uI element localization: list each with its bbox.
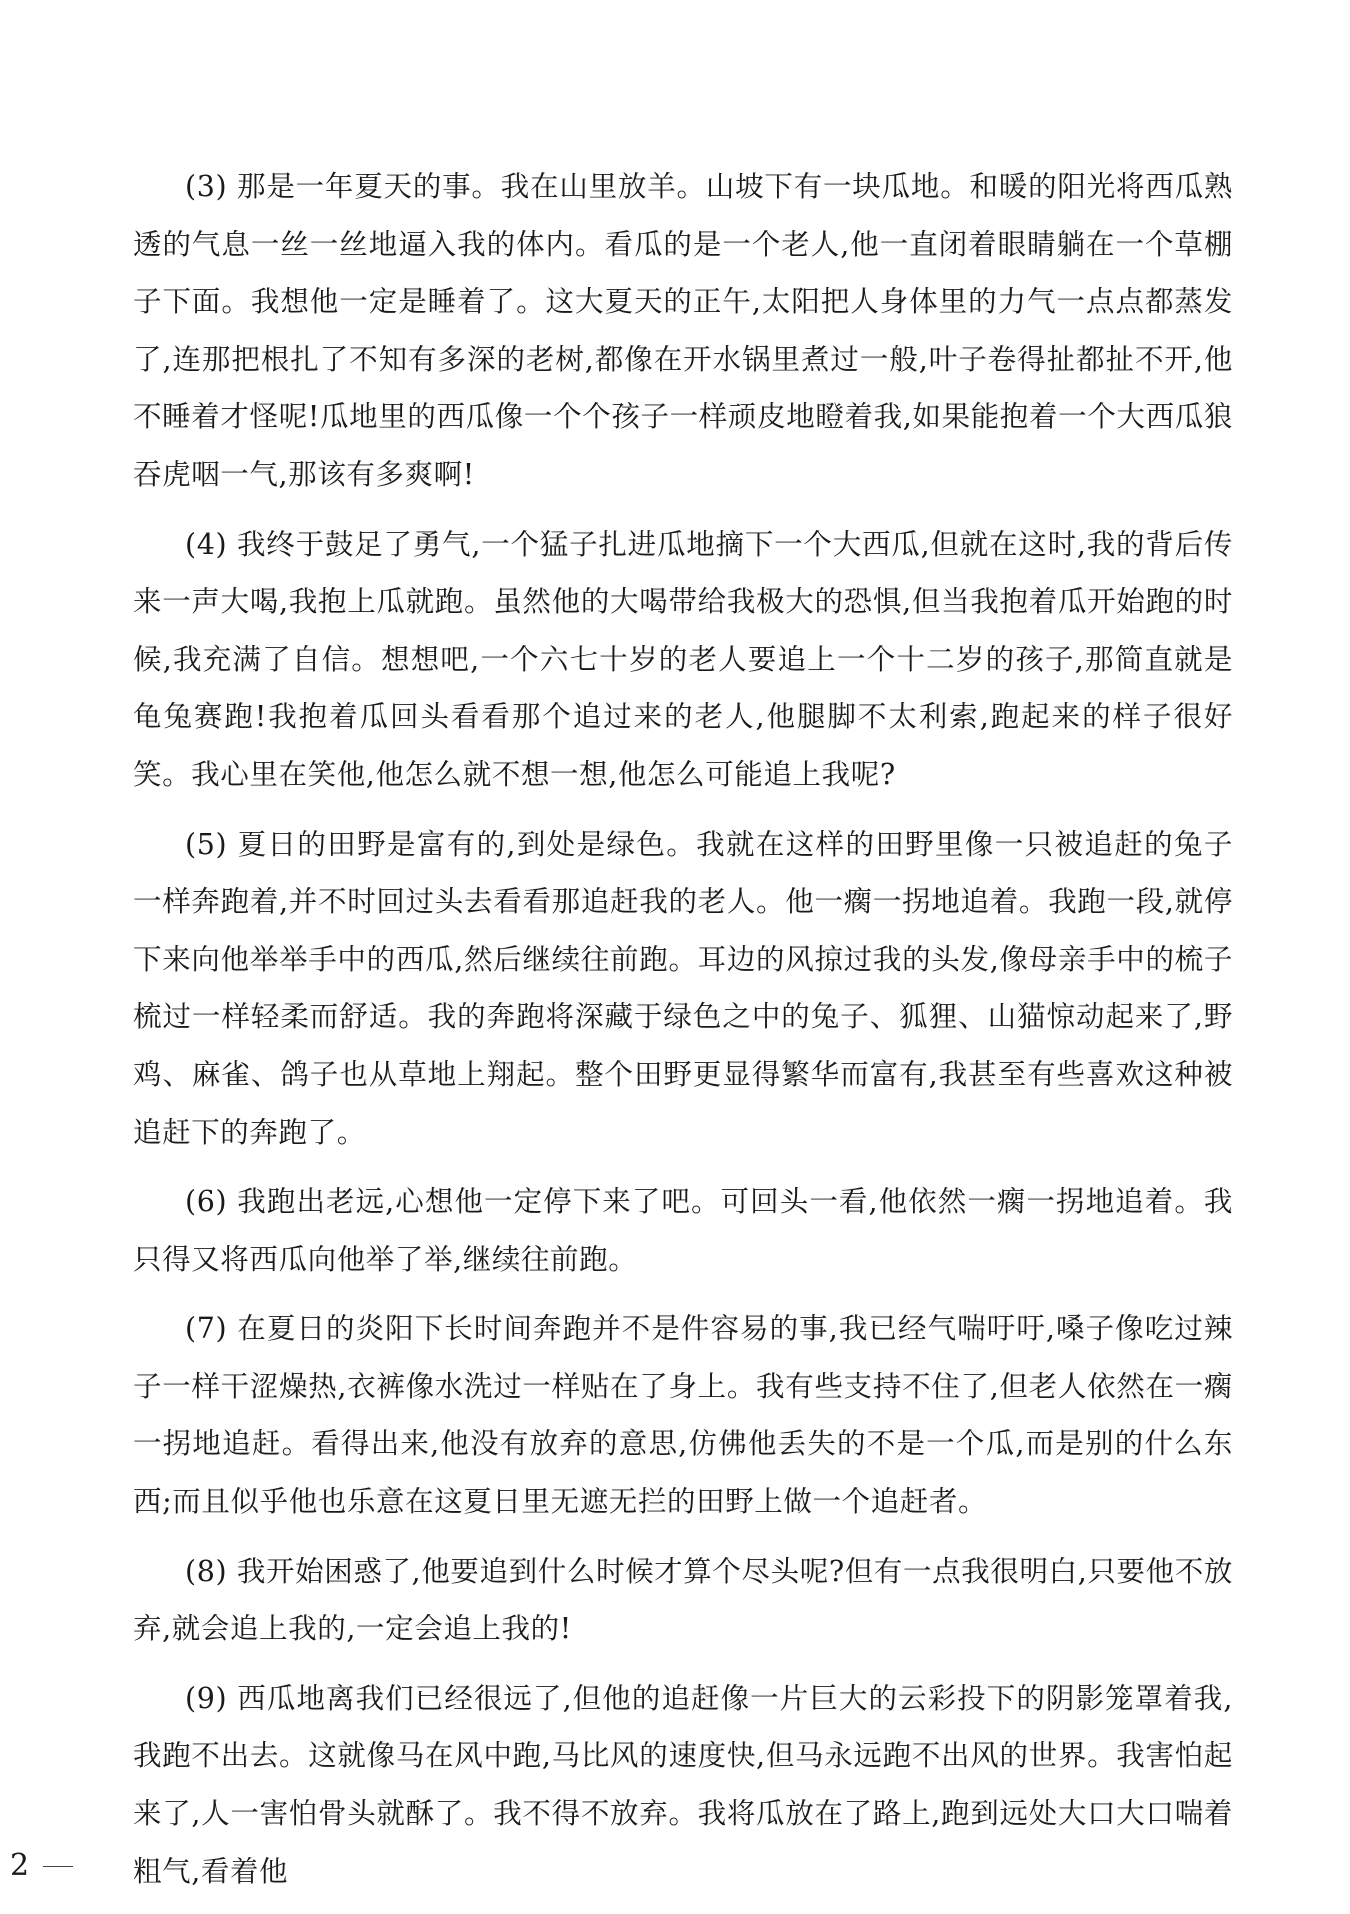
paragraph-9: (9) 西瓜地离我们已经很远了,但他的追赶像一片巨大的云彩投下的阴影笼罩着我,我跑不出去。这就像马在风中跑,马比风的速度快,但马永远跑不出风的世界。我害怕起来了,人一害怕骨头就酥了。我不得不放弃。我将瓜放在了路上,跑到远处大口大口喘着粗气,看着他 bbox=[133, 1681, 1233, 1888]
paragraph-7: (7) 在夏日的炎阳下长时间奔跑并不是件容易的事,我已经气喘吁吁,嗓子像吃过辣子一样干涩燥热,衣裤像水洗过一样贴在了身上。我有些支持不住了,但老人依然在一瘸一拐地追赶。看得出来,他没有放弃的意思,仿佛他丢失的不是一个瓜,而是别的什么东西;而且似乎他也乐意在这夏日里无遮无拦的田野上做一个追赶者。 bbox=[133, 1312, 1233, 1519]
page-footer bbox=[10, 1848, 73, 1884]
paragraph-3: (3) 那是一年夏天的事。我在山里放羊。山坡下有一块瓜地。和暖的阳光将西瓜熟透的气息一丝一丝地逼入我的体内。看瓜的是一个老人,他一直闭着眼睛躺在一个草棚子下面。我想他一定是睡着了。这大夏天的正午,太阳把人身体里的力气一点点都蒸发了,连那把根扎了不知有多深的老树,都像在开水锅里煮过一般,叶子卷得扯都扯不开,他不睡着才怪呢!瓜地里的西瓜像一个个孩子一样顽皮地瞪着我,如果能抱着一个大西瓜狼吞虎咽一气,那该有多爽啊! bbox=[133, 170, 1233, 491]
footer-dash bbox=[43, 1866, 73, 1867]
paragraph-8: (8) 我开始困惑了,他要追到什么时候才算个尽头呢?但有一点我很明白,只要他不放弃,就会追上我的,一定会追上我的! bbox=[133, 1554, 1233, 1646]
paragraph-5: (5) 夏日的田野是富有的,到处是绿色。我就在这样的田野里像一只被追赶的兔子一样奔跑着,并不时回过头去看看那追赶我的老人。他一瘸一拐地追着。我跑一段,就停下来向他举举手中的西瓜,然后继续往前跑。耳边的风掠过我的头发,像母亲手中的梳子梳过一样轻柔而舒适。我的奔跑将深藏于绿色之中的兔子、狐狸、山猫惊动起来了,野鸡、麻雀、鸽子也从草地上翔起。整个田野更显得繁华而富有,我甚至有些喜欢这种被追赶下的奔跑了。 bbox=[133, 827, 1233, 1149]
article-body bbox=[133, 158, 1233, 1912]
paragraph-4: (4) 我终于鼓足了勇气,一个猛子扎进瓜地摘下一个大西瓜,但就在这时,我的背后传来一声大喝,我抱上瓜就跑。虽然他的大喝带给我极大的恐惧,但当我抱着瓜开始跑的时候,我充满了自信。想想吧,一个六七十岁的老人要追上一个十二岁的孩子,那简直就是龟兔赛跑!我抱着瓜回头看看那个追过来的老人,他腿脚不太利索,跑起来的样子很好笑。我心里在笑他,他怎么就不想一想,他怎么可能追上我呢? bbox=[133, 527, 1233, 791]
page-number: 2 bbox=[10, 1848, 30, 1883]
paragraph-6: (6) 我跑出老远,心想他一定停下来了吧。可回头一看,他依然一瘸一拐地追着。我只得又将西瓜向他举了举,继续往前跑。 bbox=[133, 1185, 1233, 1276]
